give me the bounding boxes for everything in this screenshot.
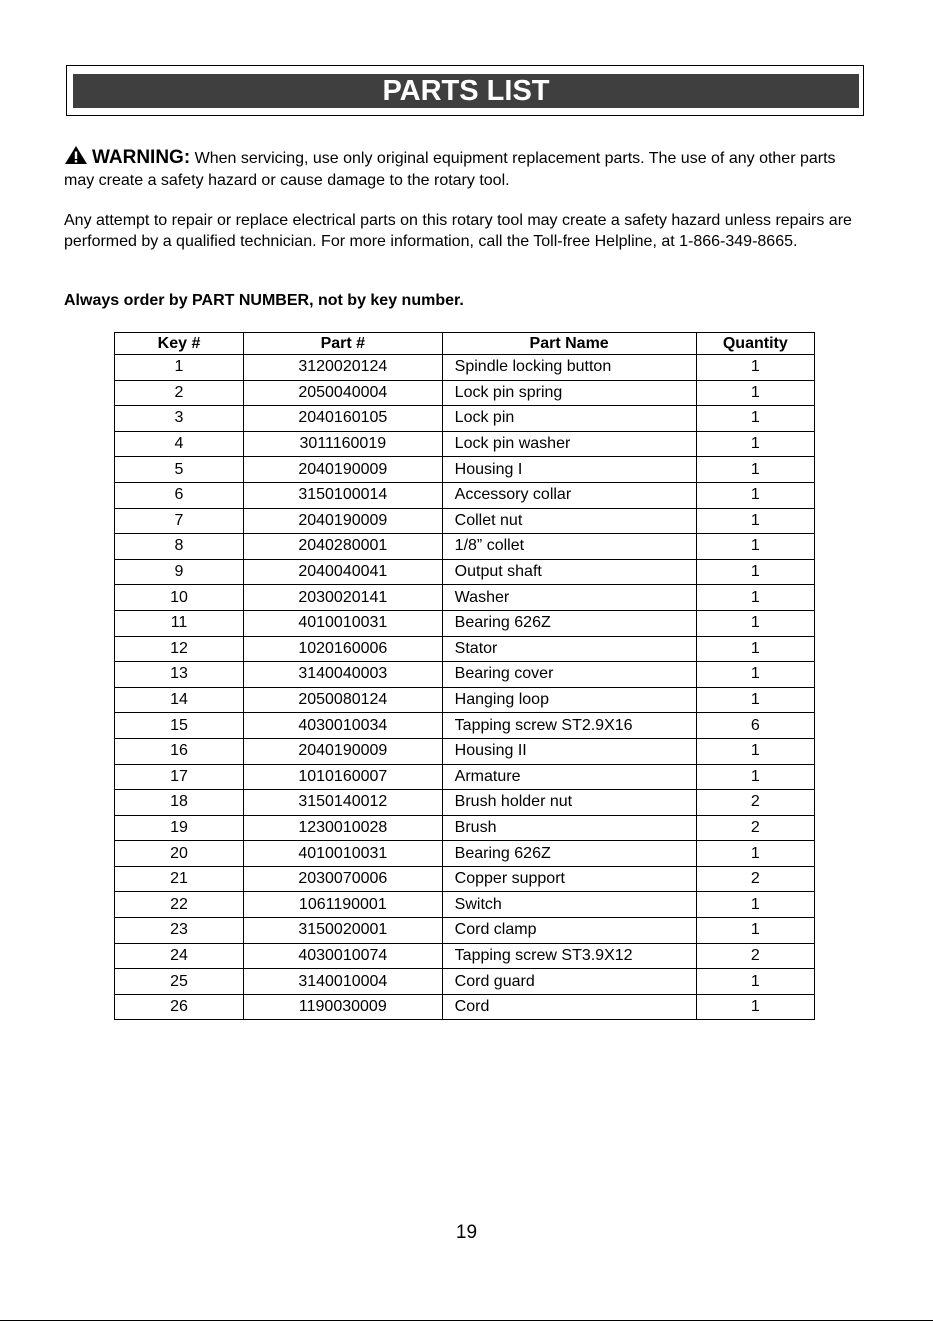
- key-cell: 12: [115, 636, 244, 662]
- parts-table-body: [115, 355, 815, 1020]
- key-cell: 10: [115, 585, 244, 611]
- quantity-cell: 2: [696, 943, 814, 969]
- key-cell: 4: [115, 431, 244, 457]
- part-name-cell: Cord clamp: [442, 918, 696, 944]
- part-name-cell: Brush holder nut: [442, 790, 696, 816]
- quantity-cell: 6: [696, 713, 814, 739]
- part-name-cell: Collet nut: [442, 508, 696, 534]
- part-number-cell: 1010160007: [243, 764, 442, 790]
- part-number-cell: 3140010004: [243, 969, 442, 995]
- part-number-cell: 1061190001: [243, 892, 442, 918]
- table-row: [115, 892, 815, 918]
- title-banner: [66, 65, 864, 116]
- table-row: [115, 585, 815, 611]
- part-name-cell: Armature: [442, 764, 696, 790]
- quantity-cell: 1: [696, 431, 814, 457]
- quantity-cell: 1: [696, 559, 814, 585]
- key-cell: 17: [115, 764, 244, 790]
- part-name-cell: Bearing 626Z: [442, 610, 696, 636]
- quantity-cell: 1: [696, 610, 814, 636]
- part-name-cell: Switch: [442, 892, 696, 918]
- table-row: [115, 790, 815, 816]
- quantity-cell: 1: [696, 662, 814, 688]
- part-name-cell: Housing II: [442, 738, 696, 764]
- key-cell: 16: [115, 738, 244, 764]
- part-name-cell: Brush: [442, 815, 696, 841]
- part-number-cell: 2040160105: [243, 406, 442, 432]
- key-cell: 3: [115, 406, 244, 432]
- table-row: [115, 380, 815, 406]
- table-row: [115, 994, 815, 1020]
- table-row: [115, 713, 815, 739]
- quantity-cell: 1: [696, 482, 814, 508]
- key-cell: 14: [115, 687, 244, 713]
- quantity-cell: 1: [696, 636, 814, 662]
- key-cell: 15: [115, 713, 244, 739]
- part-number-cell: 2050040004: [243, 380, 442, 406]
- part-name-cell: Tapping screw ST3.9X12: [442, 943, 696, 969]
- table-row: [115, 918, 815, 944]
- quantity-cell: 1: [696, 994, 814, 1020]
- quantity-cell: 2: [696, 790, 814, 816]
- column-header-quantity: Quantity: [696, 333, 814, 355]
- page-number: 19: [455, 1222, 478, 1243]
- key-cell: 6: [115, 482, 244, 508]
- quantity-cell: 2: [696, 815, 814, 841]
- part-number-cell: 1230010028: [243, 815, 442, 841]
- table-row: [115, 969, 815, 995]
- quantity-cell: 1: [696, 508, 814, 534]
- table-row: [115, 482, 815, 508]
- part-name-cell: Cord: [442, 994, 696, 1020]
- part-name-cell: Washer: [442, 585, 696, 611]
- key-cell: 8: [115, 534, 244, 560]
- part-number-cell: 4030010034: [243, 713, 442, 739]
- part-number-cell: 3150020001: [243, 918, 442, 944]
- part-number-cell: 3140040003: [243, 662, 442, 688]
- part-name-cell: Bearing cover: [442, 662, 696, 688]
- order-note: Always order by PART NUMBER, not by key number.: [64, 292, 464, 309]
- part-number-cell: 1190030009: [243, 994, 442, 1020]
- part-name-cell: Lock pin: [442, 406, 696, 432]
- part-name-cell: Stator: [442, 636, 696, 662]
- page-title: PARTS LIST: [73, 74, 859, 108]
- key-cell: 19: [115, 815, 244, 841]
- warning-triangle-icon: [64, 145, 88, 165]
- quantity-cell: 2: [696, 866, 814, 892]
- table-row: [115, 943, 815, 969]
- column-header-part-number: Part #: [243, 333, 442, 355]
- quantity-cell: 1: [696, 687, 814, 713]
- part-name-cell: Spindle locking button: [442, 355, 696, 381]
- table-row: [115, 764, 815, 790]
- part-number-cell: 2050080124: [243, 687, 442, 713]
- quantity-cell: 1: [696, 841, 814, 867]
- table-row: [115, 610, 815, 636]
- key-cell: 23: [115, 918, 244, 944]
- key-cell: 11: [115, 610, 244, 636]
- table-row: [115, 636, 815, 662]
- table-row: [115, 508, 815, 534]
- key-cell: 18: [115, 790, 244, 816]
- table-row: [115, 815, 815, 841]
- part-number-cell: 2030020141: [243, 585, 442, 611]
- key-cell: 24: [115, 943, 244, 969]
- part-name-cell: Tapping screw ST2.9X16: [442, 713, 696, 739]
- table-row: [115, 687, 815, 713]
- table-header-row: [115, 333, 815, 355]
- table-row: [115, 431, 815, 457]
- quantity-cell: 1: [696, 969, 814, 995]
- part-name-cell: Lock pin washer: [442, 431, 696, 457]
- part-number-cell: 2040040041: [243, 559, 442, 585]
- repair-note: Any attempt to repair or replace electrical parts on this rotary tool may create a safety hazard unless repairs are performed by a qualified technician. For more information, call the Toll-free Helpline, at 1-866-349-8665.: [64, 212, 852, 250]
- part-number-cell: 2040190009: [243, 508, 442, 534]
- part-name-cell: Bearing 626Z: [442, 841, 696, 867]
- table-row: [115, 457, 815, 483]
- key-cell: 2: [115, 380, 244, 406]
- part-name-cell: 1/8” collet: [442, 534, 696, 560]
- part-name-cell: Lock pin spring: [442, 380, 696, 406]
- part-number-cell: 2040280001: [243, 534, 442, 560]
- parts-table: [114, 332, 815, 1020]
- part-number-cell: 3150140012: [243, 790, 442, 816]
- part-name-cell: Cord guard: [442, 969, 696, 995]
- part-number-cell: 2030070006: [243, 866, 442, 892]
- key-cell: 9: [115, 559, 244, 585]
- warning-label: WARNING:: [92, 147, 191, 168]
- warning-text: When servicing, use only original equipment replacement parts. The use of any other parts may create a safety hazard or cause damage to the rotary tool.: [64, 150, 836, 189]
- quantity-cell: 1: [696, 457, 814, 483]
- part-number-cell: 4010010031: [243, 610, 442, 636]
- key-cell: 25: [115, 969, 244, 995]
- part-number-cell: 2040190009: [243, 457, 442, 483]
- column-header-part-name: Part Name: [442, 333, 696, 355]
- quantity-cell: 1: [696, 534, 814, 560]
- quantity-cell: 1: [696, 406, 814, 432]
- part-name-cell: Accessory collar: [442, 482, 696, 508]
- key-cell: 20: [115, 841, 244, 867]
- table-row: [115, 662, 815, 688]
- quantity-cell: 1: [696, 355, 814, 381]
- table-row: [115, 866, 815, 892]
- warning-block: [64, 145, 864, 192]
- quantity-cell: 1: [696, 738, 814, 764]
- part-name-cell: Output shaft: [442, 559, 696, 585]
- quantity-cell: 1: [696, 380, 814, 406]
- column-header-key: Key #: [115, 333, 244, 355]
- table-row: [115, 559, 815, 585]
- part-number-cell: 3120020124: [243, 355, 442, 381]
- part-number-cell: 3150100014: [243, 482, 442, 508]
- key-cell: 5: [115, 457, 244, 483]
- part-number-cell: 2040190009: [243, 738, 442, 764]
- quantity-cell: 1: [696, 585, 814, 611]
- key-cell: 26: [115, 994, 244, 1020]
- part-number-cell: 3011160019: [243, 431, 442, 457]
- quantity-cell: 1: [696, 918, 814, 944]
- table-row: [115, 406, 815, 432]
- quantity-cell: 1: [696, 892, 814, 918]
- part-name-cell: Hanging loop: [442, 687, 696, 713]
- table-row: [115, 841, 815, 867]
- part-name-cell: Housing I: [442, 457, 696, 483]
- part-number-cell: 1020160006: [243, 636, 442, 662]
- part-number-cell: 4030010074: [243, 943, 442, 969]
- part-name-cell: Copper support: [442, 866, 696, 892]
- key-cell: 21: [115, 866, 244, 892]
- table-row: [115, 738, 815, 764]
- key-cell: 22: [115, 892, 244, 918]
- table-row: [115, 355, 815, 381]
- key-cell: 1: [115, 355, 244, 381]
- part-number-cell: 4010010031: [243, 841, 442, 867]
- key-cell: 13: [115, 662, 244, 688]
- quantity-cell: 1: [696, 764, 814, 790]
- bottom-rule: [0, 1320, 933, 1321]
- table-row: [115, 534, 815, 560]
- key-cell: 7: [115, 508, 244, 534]
